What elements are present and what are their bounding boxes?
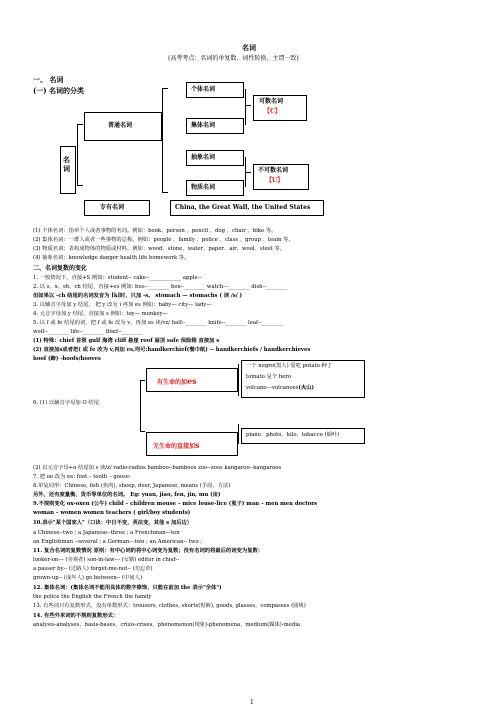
rule-line: 14. 有些外来词的不规则复数形式： — [33, 613, 119, 619]
proper-noun-examples: China, the Great Wall, the United States — [175, 204, 311, 211]
definition-line: (2) 集体名词：一群人或者一些事物的总称。例如：people 、family 、police 、class 、group 、team 等。 — [33, 237, 294, 243]
rule-line: 7. 把 oo 改为 ee: foot – tooth – goose- — [33, 474, 131, 480]
rule-line: grown-up-- (成年人) go between-- (中间人) — [33, 575, 143, 581]
section-one-heading: 一、 名词 — [33, 75, 64, 84]
proper-noun-box — [84, 200, 150, 216]
rule-line: looker-on--- (旁观者) son-in-law--- (女婿) editor in chief-- — [33, 557, 180, 563]
page-number: 1 — [250, 699, 254, 706]
countable-noun-tag: 【C】 — [264, 108, 281, 115]
rule-line: an Englishman --several ; a German---two ; an American-- two ; — [33, 539, 203, 545]
diagram-brace-common — [162, 88, 163, 193]
abstract-noun-label: 抽象名词 — [191, 154, 216, 161]
section-one-subheading: (一) 名词的分类 — [33, 86, 85, 95]
diagram-brace-main-bottom — [77, 185, 83, 186]
collective-noun-box — [186, 118, 244, 134]
definition-line: (3) 物质名词：表构成物体的物质或材料。例如：wood、stone、water、paper、air、wool、steel 等。 — [33, 246, 285, 252]
rule-line: 1. 一般情况下，直接+S 例如：student-- cake--____________ apple-- — [33, 275, 202, 281]
rule-line: 10.表示"某个国家人"（口诀：中日不变，英法变，其他 s 加后边） — [33, 520, 193, 526]
rule-line: the police the English the French the family — [33, 594, 152, 600]
uncountable-noun-tag: 【U】 — [266, 177, 284, 184]
rule-six-brace-top — [140, 380, 145, 381]
uncountable-noun-box — [253, 164, 309, 190]
diagram-brace-countable-tip — [245, 105, 251, 106]
page-subtitle: (高考考点：名词的单复数、词性转换、主谓一致) — [168, 55, 299, 62]
individual-noun-box — [186, 82, 244, 98]
definition-line: (4) 抽象名词：knowledge danger health life homework 等。 — [33, 255, 190, 261]
rule-line: 8.单复同形：Chinese, fish (鱼肉), sheep, deer, Japanese, means (手段、方法) — [33, 483, 231, 489]
rule-line: 2. 以 s、x、sh、ch 结尾，直接+es 例如: bus--________ box--________ watch---________ dish--________ — [33, 284, 288, 290]
diagram-root-label: 名词 — [63, 155, 70, 174]
diagram-brace-main — [77, 124, 78, 186]
proper-noun-label: 专有名词 — [100, 204, 125, 211]
inanimate-s-box — [146, 432, 238, 456]
abstract-noun-box — [186, 150, 244, 166]
material-noun-box — [186, 180, 244, 196]
countable-noun-box — [253, 95, 307, 121]
rule-line: hoof (蹄) -hoofs/hooves — [33, 356, 101, 362]
diagram-brace-uncountable-tip — [245, 172, 251, 173]
rule-six-brace-bottom — [140, 431, 145, 432]
animate-brace — [238, 364, 239, 396]
rule-line: 5. 以 f 或 fe 结尾的词，把 f 或 fe 改为 v，再加 es 读/vz/ half--________ knife--________ leaf--________ — [33, 320, 283, 326]
diagram-brace-main-top — [77, 124, 83, 125]
rule-line: 另外，还有度量衡、货币等单位的名词。 Eg: yuan, jiao, fen, jin, mu (亩) — [33, 492, 221, 498]
rule-line: (2) 以元音字母+o 结尾加 s 读/z/ radio-radios bamboo--bamboos zoo--zoos kangaroo--kangaroos — [33, 465, 282, 471]
inanimate-examples-box — [241, 428, 365, 444]
rule-line: woman – women women teachers ( girl/boy students) — [33, 510, 191, 516]
rule-line: 11. 复合名词的复数情况 原则：有中心词的将中心词变为复数；没有名词的将最后的词变为复数： — [33, 548, 264, 554]
rule-line: 9.不规则变化 ox-oxen (公牛) child – children mouse – mice louse-lice (虱子) man – men men doctors — [33, 501, 318, 507]
rule-line: 但如果以 -ch 结尾的名词发音为 [k]时，只加 -s。 stomach — stomachs ( 读 /s/ ) — [33, 293, 243, 299]
rule-line: wolf--________ life--________ thief--________ — [33, 329, 143, 335]
rule-line: (2) 直接加s或者把( 或 fe 改为 v,再加 es,均可:handkerchief(餐巾纸) -- handkerchiefs / handkerchieves — [33, 347, 311, 353]
animate-examples-box — [241, 360, 365, 398]
diagram-brace-countable — [245, 89, 246, 125]
animate-es-label: 有生命的加es — [157, 376, 197, 386]
rule-line: 13. 有些词只有复数形式，没有单数形式：trousers, clothes, shorts(短裤), goods, glasses，compasses (圆规) — [33, 603, 306, 609]
rule-line: 4. 元音字母加 y 结尾，直接加 s 例如：toy— monkey— — [33, 311, 168, 317]
rule-line: a passer by-- (过路人) forget-me-not-- (勿忘草) — [33, 566, 153, 572]
rule-line: analysis-analyses，basis-bases，crisis-crises，phenomenon(现象)-phenomena，medium(媒体)-media — [33, 622, 301, 628]
proper-noun-examples-box — [170, 200, 324, 216]
common-noun-label: 普通名词 — [108, 122, 133, 129]
animate-example-line: 一个 negro(黑人) 爱吃 potato 种了 — [246, 363, 333, 369]
rule-line: 3. 以辅音字母加 y 结尾， 把 y 改为 i 再加 es 例如：baby— city— lady— — [33, 302, 212, 308]
uncountable-noun-label: 不可数名词 — [258, 167, 289, 174]
animate-example-line: tomato 是个 hero — [246, 374, 292, 380]
common-noun-box — [84, 112, 162, 141]
diagram-brace-common-top — [162, 88, 168, 89]
rule-six-brace — [140, 380, 141, 432]
diagram-brace-common-bottom — [162, 192, 168, 193]
rule-line: a Chinese--two ; a Japanese--three ; a Frenchman—ten — [33, 530, 180, 536]
individual-noun-label: 个体名词 — [191, 86, 216, 93]
inanimate-s-label: 无生命的直接加s — [153, 440, 200, 450]
countable-noun-label: 可数名词 — [259, 98, 284, 105]
rule-line: 12. 集体名词：(集体名词不能用具体的数字修饰，只能在前加 the 表示"全体") — [33, 585, 222, 591]
section-two-heading: 二、名词复数的变化 — [33, 265, 88, 272]
definition-line: (1) 个体名词：指单个人或者事物的名词。例如：book、person 、pencil 、dog 、chair 、bike 等。 — [33, 228, 277, 234]
inanimate-brace — [238, 424, 239, 444]
rule-six-label: 6. (1) 以辅音字母加 O 结尾 — [33, 400, 100, 406]
page-title: 名词 — [242, 43, 256, 52]
collective-noun-label: 集体名词 — [191, 122, 216, 129]
inanimate-example-line: piano、photo、kilo、tabacco (烟叶) — [246, 432, 340, 438]
material-noun-label: 物质名词 — [191, 184, 216, 191]
diagram-root-box — [60, 146, 76, 194]
rule-line: (1) 特殊：chief 首领 gulf 海湾 cliff 悬崖 roof 屋顶 safe 保险箱 直接加 s — [33, 338, 220, 344]
animate-es-box — [146, 368, 238, 392]
animate-example-line: volcano---volcanoes(火山) — [246, 385, 315, 391]
